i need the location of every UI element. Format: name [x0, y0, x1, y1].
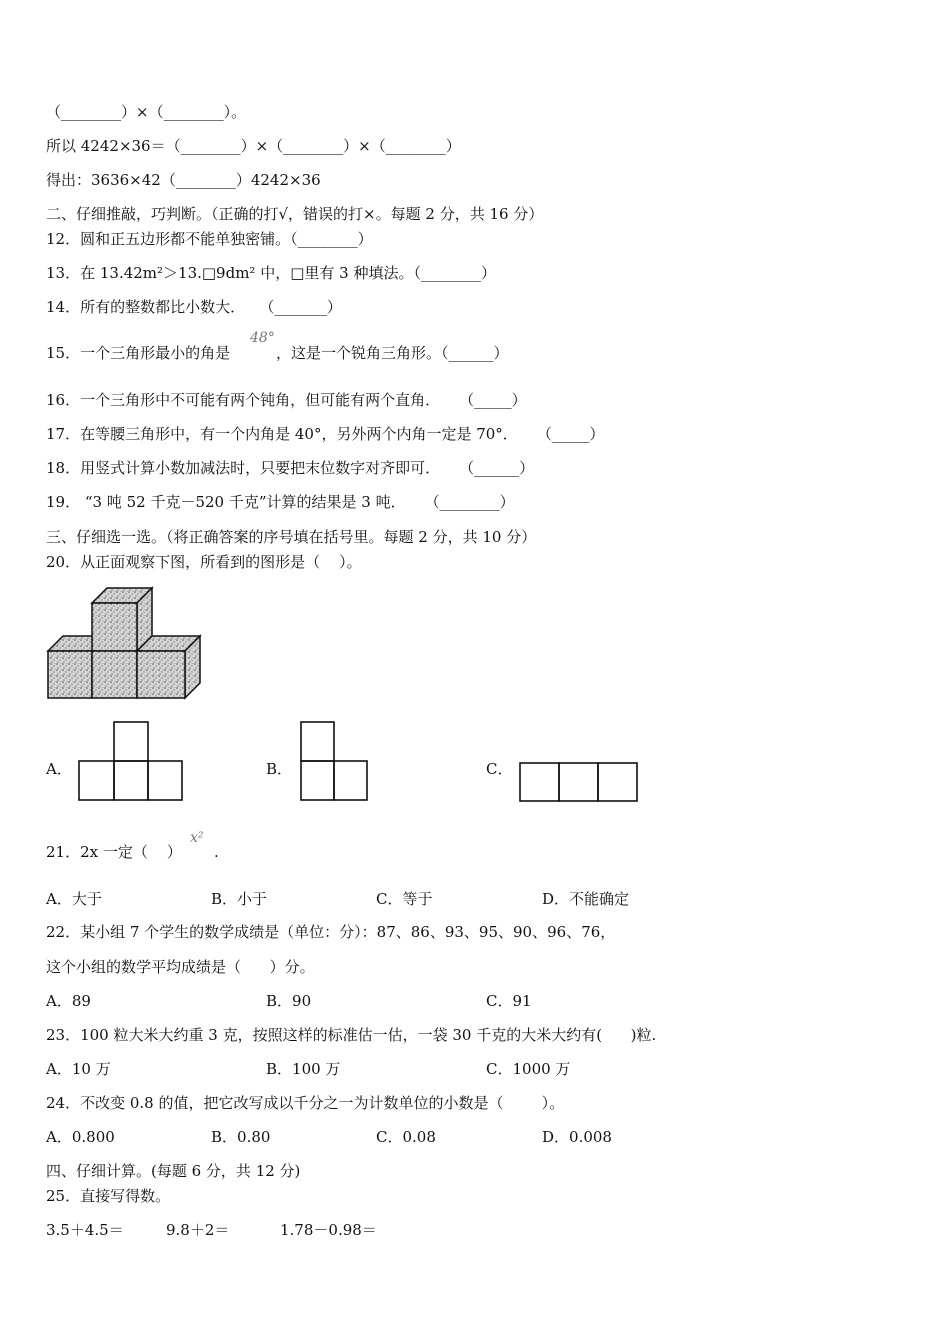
- question-21-part2: .: [214, 843, 219, 861]
- calc-1: 3.5＋4.5＝: [46, 1221, 124, 1239]
- question-17: 17．在等腰三角形中，有一个内角是 40°，另外两个内角一定是 70°． （_____）: [46, 425, 605, 443]
- question-22-line2: 这个小组的数学平均成绩是（ ）分。: [46, 958, 315, 976]
- angle-48-degree: 48°: [250, 330, 275, 346]
- section-2-heading: 二、仔细推敲，巧判断。（正确的打√，错误的打×。每题 2 分，共 16 分）: [46, 205, 544, 223]
- option-21-d: D．不能确定: [542, 890, 630, 908]
- x-squared: x²: [190, 830, 204, 846]
- option-21-a: A．大于: [46, 890, 102, 908]
- question-14: 14．所有的整数都比小数大． （_______）: [46, 298, 342, 316]
- option-24-d: D．0.008: [542, 1128, 612, 1146]
- option-22-c: C．91: [486, 992, 532, 1010]
- option-20-a-figure: [76, 720, 186, 804]
- question-18: 18．用竖式计算小数加减法时，只要把末位数字对齐即可． （______）: [46, 459, 535, 477]
- option-23-a: A．10 万: [46, 1060, 111, 1078]
- question-22: 22．某小组 7 个学生的数学成绩是（单位：分）：87、86、93、95、90、96、76，: [46, 923, 616, 941]
- calc-3: 1.78－0.98＝: [280, 1221, 377, 1239]
- section-4-heading: 四、仔细计算。(每题 6 分，共 12 分): [46, 1162, 301, 1180]
- option-23-b: B．100 万: [266, 1060, 341, 1078]
- question-25: 25．直接写得数。: [46, 1187, 171, 1205]
- option-20-a: A．: [46, 760, 72, 778]
- line-conclusion: 得出：3636×42（________）4242×36: [46, 171, 321, 189]
- question-19: 19． “3 吨 52 千克－520 千克”计算的结果是 3 吨． （________）: [46, 493, 515, 511]
- option-24-a: A．0.800: [46, 1128, 115, 1146]
- question-24: 24．不改变 0.8 的值，把它改写成以千分之一为计数单位的小数是（ ）。: [46, 1094, 565, 1112]
- option-20-c: C．: [486, 760, 513, 778]
- line-continuation: （________）×（________）。: [46, 103, 247, 121]
- option-24-b: B．0.80: [211, 1128, 271, 1146]
- option-22-b: B．90: [266, 992, 312, 1010]
- question-21-part1: 21．2x 一定（ ）: [46, 843, 182, 861]
- question-16: 16．一个三角形中不可能有两个钝角，但可能有两个直角． （_____）: [46, 391, 527, 409]
- option-23-c: C．1000 万: [486, 1060, 571, 1078]
- option-24-c: C．0.08: [376, 1128, 436, 1146]
- option-20-c-figure: [517, 760, 641, 804]
- question-23: 23．100 粒大米大约重 3 克，按照这样的标准估一估，一袋 30 千克的大米大约有( )粒.: [46, 1026, 657, 1044]
- calc-2: 9.8＋2＝: [166, 1221, 230, 1239]
- question-15-part1: 15．一个三角形最小的角是: [46, 344, 231, 362]
- option-20-b: B．: [266, 760, 293, 778]
- question-12: 12．圆和正五边形都不能单独密铺。（________）: [46, 230, 373, 248]
- section-3-heading: 三、仔细选一选。（将正确答案的序号填在括号里。每题 2 分，共 10 分）: [46, 528, 537, 546]
- option-21-b: B．小于: [211, 890, 268, 908]
- line-so: 所以 4242×36＝（________）×（________）×（________）: [46, 137, 461, 155]
- question-20: 20．从正面观察下图，所看到的图形是（ ）。: [46, 553, 362, 571]
- question-13: 13．在 13.42m²＞13.□9dm² 中，□里有 3 种填法。（________）: [46, 264, 496, 282]
- option-21-c: C．等于: [376, 890, 433, 908]
- cube-solid-figure: [44, 585, 214, 705]
- option-22-a: A．89: [46, 992, 91, 1010]
- question-15-part2: ，这是一个锐角三角形。（______）: [276, 344, 509, 362]
- option-20-b-figure: [298, 720, 370, 804]
